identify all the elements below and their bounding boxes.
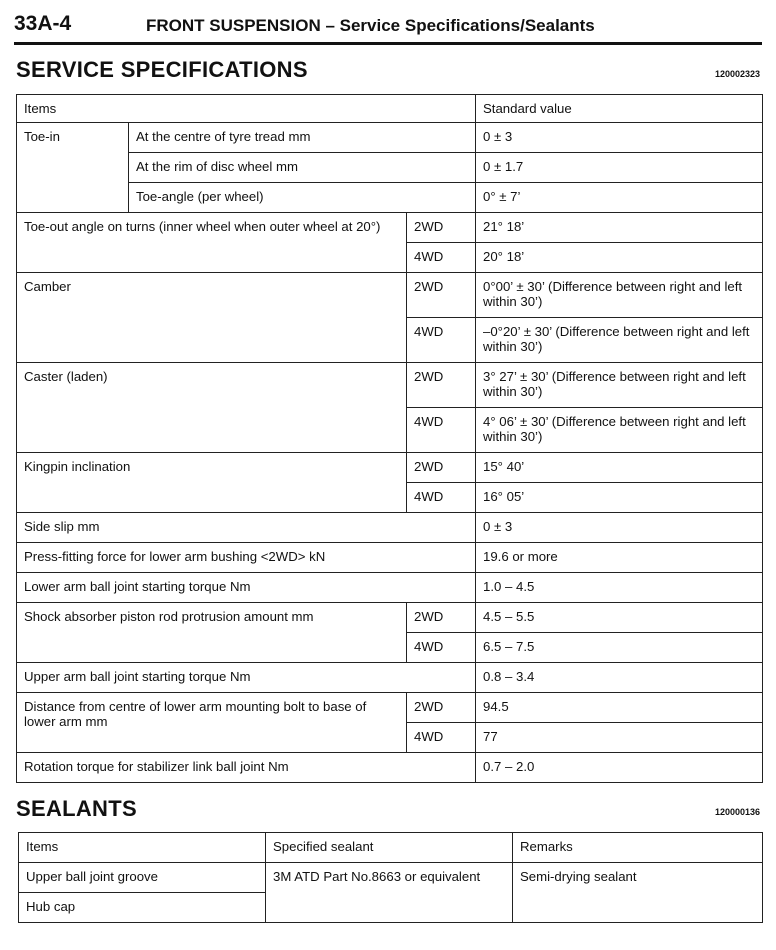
sealants-title: SEALANTS [16, 796, 137, 821]
drive-type: 4WD [407, 633, 476, 663]
remarks-value: Semi-drying sealant [513, 863, 763, 923]
shock-absorber-value: 6.5 – 7.5 [476, 633, 763, 663]
camber-value: –0°20’ ± 30’ (Difference between right and left within 30’) [476, 318, 763, 363]
toe-out-value: 20° 18’ [476, 243, 763, 273]
drive-type: 4WD [407, 483, 476, 513]
drive-type: 2WD [407, 603, 476, 633]
table-header-row [19, 833, 763, 863]
shock-absorber-label: Shock absorber piston rod protrusion amount mm [17, 603, 407, 663]
toe-in-sub-label: Toe-angle (per wheel) [129, 183, 476, 213]
table-row [17, 453, 763, 483]
table-header-row [17, 95, 763, 123]
table-row [17, 603, 763, 633]
table-row [17, 693, 763, 723]
drive-type: 2WD [407, 453, 476, 483]
table-row [17, 663, 763, 693]
table-row [19, 863, 763, 893]
shock-absorber-value: 4.5 – 5.5 [476, 603, 763, 633]
side-slip-value: 0 ± 3 [476, 513, 763, 543]
table-row [17, 513, 763, 543]
toe-in-sub-label: At the rim of disc wheel mm [129, 153, 476, 183]
drive-type: 4WD [407, 243, 476, 273]
service-specifications-title: SERVICE SPECIFICATIONS [16, 57, 308, 82]
col-header-remarks: Remarks [513, 833, 763, 863]
page-number: 33A-4 [14, 12, 72, 35]
press-fit-label: Press-fitting force for lower arm bushing <2WD> kN [17, 543, 476, 573]
drive-type: 2WD [407, 693, 476, 723]
toe-in-sub-label: At the centre of tyre tread mm [129, 123, 476, 153]
table-row [17, 183, 763, 213]
table-row [17, 543, 763, 573]
toe-out-value: 21° 18’ [476, 213, 763, 243]
toe-in-label: Toe-in [17, 123, 129, 213]
upper-ball-joint-label: Upper arm ball joint starting torque Nm [17, 663, 476, 693]
drive-type: 2WD [407, 363, 476, 408]
toe-in-value: 0 ± 1.7 [476, 153, 763, 183]
drive-type: 4WD [407, 723, 476, 753]
service-specifications-table [16, 94, 763, 783]
caster-value: 4° 06’ ± 30’ (Difference between right and left within 30’) [476, 408, 763, 453]
kingpin-label: Kingpin inclination [17, 453, 407, 513]
kingpin-value: 16° 05’ [476, 483, 763, 513]
drive-type: 4WD [407, 318, 476, 363]
press-fit-value: 19.6 or more [476, 543, 763, 573]
distance-label: Distance from centre of lower arm mounting bolt to base of lower arm mm [17, 693, 407, 753]
toe-out-label: Toe-out angle on turns (inner wheel when outer wheel at 20°) [17, 213, 407, 273]
col-header-items: Items [17, 95, 476, 123]
drive-type: 4WD [407, 408, 476, 453]
header-title: FRONT SUSPENSION – Service Specifications/Sealants [146, 16, 595, 35]
side-slip-label: Side slip mm [17, 513, 476, 543]
table-row [17, 363, 763, 408]
col-header-standard-value: Standard value [476, 95, 763, 123]
toe-in-value: 0° ± 7’ [476, 183, 763, 213]
table-row [17, 573, 763, 603]
specified-sealant-value: 3M ATD Part No.8663 or equivalent [266, 863, 513, 923]
caster-value: 3° 27’ ± 30’ (Difference between right and left within 30’) [476, 363, 763, 408]
rotation-torque-label: Rotation torque for stabilizer link ball joint Nm [17, 753, 476, 783]
table-row [17, 273, 763, 318]
sealant-item: Hub cap [19, 893, 266, 923]
kingpin-value: 15° 40’ [476, 453, 763, 483]
table-row [17, 213, 763, 243]
distance-value: 94.5 [476, 693, 763, 723]
sealant-item: Upper ball joint groove [19, 863, 266, 893]
col-header-items: Items [19, 833, 266, 863]
caster-label: Caster (laden) [17, 363, 407, 453]
lower-ball-joint-label: Lower arm ball joint starting torque Nm [17, 573, 476, 603]
table-row [17, 753, 763, 783]
sealants-table [18, 832, 763, 923]
distance-value: 77 [476, 723, 763, 753]
toe-in-value: 0 ± 3 [476, 123, 763, 153]
service-specifications-ref-code: 120002323 [714, 69, 760, 79]
lower-ball-joint-value: 1.0 – 4.5 [476, 573, 763, 603]
table-row [17, 153, 763, 183]
drive-type: 2WD [407, 213, 476, 243]
camber-label: Camber [17, 273, 407, 363]
table-row [17, 123, 763, 153]
camber-value: 0°00’ ± 30’ (Difference between right and left within 30’) [476, 273, 763, 318]
rotation-torque-value: 0.7 – 2.0 [476, 753, 763, 783]
col-header-specified-sealant: Specified sealant [266, 833, 513, 863]
drive-type: 2WD [407, 273, 476, 318]
upper-ball-joint-value: 0.8 – 3.4 [476, 663, 763, 693]
sealants-ref-code: 120000136 [714, 807, 760, 817]
page-header [14, 10, 762, 45]
